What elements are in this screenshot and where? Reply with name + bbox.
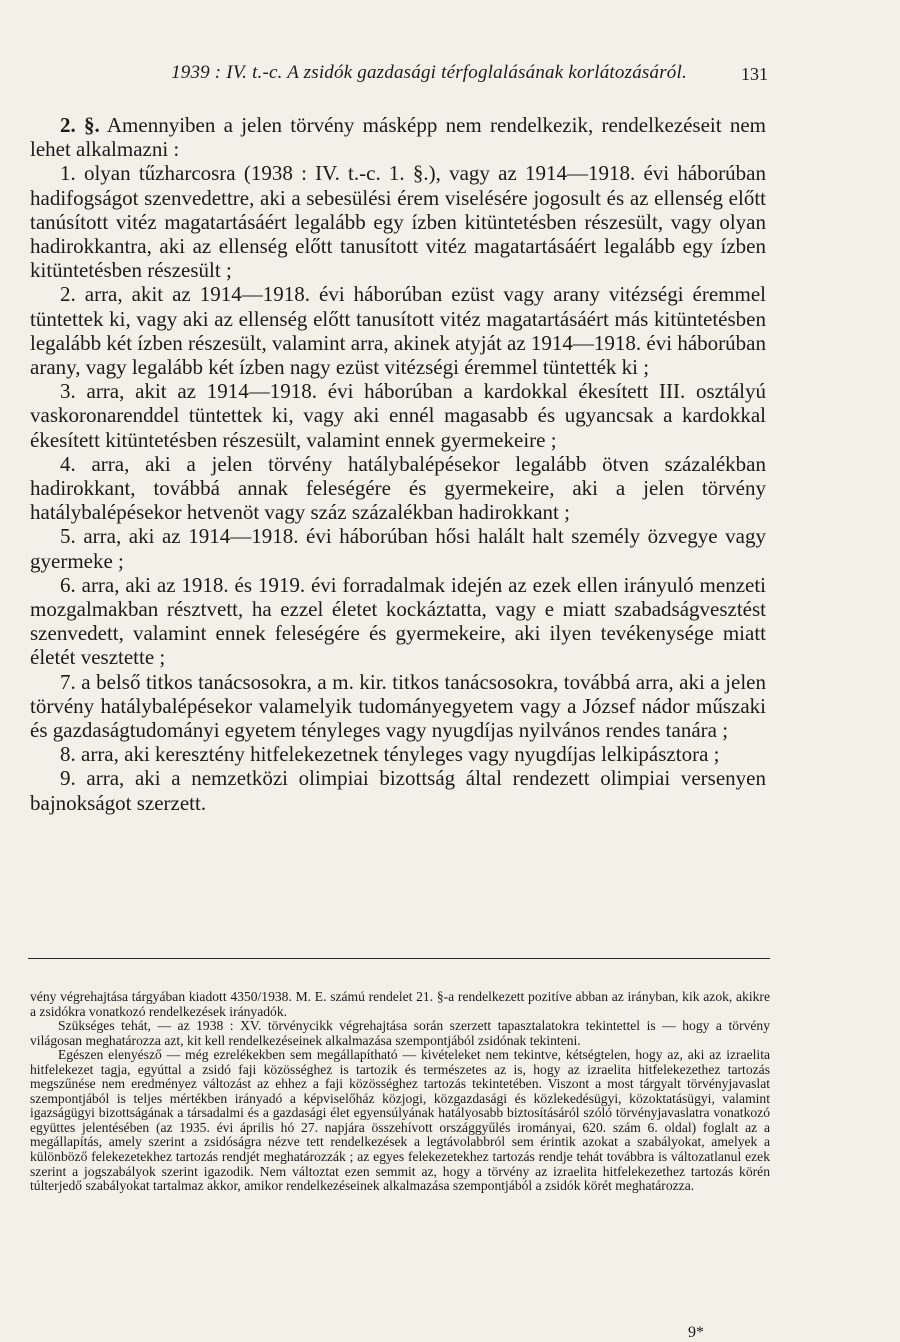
footnote-paragraph: vény végrehajtása tárgyában kiadott 4350/1938. M. E. számú rendelet 21. §-a rendelkezett pozitíve abban az irányban, kik azok, akikre a zsidókra vonatkozó rendelkezések irányadók. (30, 989, 770, 1019)
list-item: 1. olyan tűzharcosra (1938 : IV. t.-c. 1. §.), vagy az 1914—1918. évi háborúban hadifogságot szenvedettre, aki a sebesülési érem viselésére jogosult és az ellenség előtt tanúsított vitéz magatartásáért legalább egy ízben kitüntetésben részesült, vagy olyan hadirokkantra, aki az ellenség előtt tanusított vitéz magatartásáért legalább egy ízben kitüntetésben részesült ; (30, 161, 766, 283)
page-number: 131 (741, 64, 768, 84)
section-number: 2. §. (60, 113, 100, 137)
main-text (30, 113, 766, 815)
footnote-divider (28, 958, 770, 959)
footnotes (30, 990, 770, 1194)
signature-mark: 9* (688, 1324, 704, 1341)
list-item: 7. a belső titkos tanácsosokra, a m. kir. titkos tanácsosokra, továbbá arra, aki a jelen törvény hatálybalépésekor valamelyik tudományegyetem vagy a József nádor műszaki és gazdaságtudományi egyetem tényleges vagy nyugdíjas nyilvános rendes tanára ; (30, 669, 766, 743)
list-item: 4. arra, aki a jelen törvény hatálybalépésekor legalább ötven százalékban hadirokkant, továbbá annak feleségére és gyermekeire, aki a jelen törvény hatálybalépésekor hetvenöt vagy száz százalékban hadirokkant ; (30, 451, 766, 525)
running-title: 1939 : IV. t.-c. A zsidók gazdasági térfoglalásának korlátozásáról. (171, 62, 687, 83)
list-item: 8. arra, aki keresztény hitfelekezetnek tényleges vagy nyugdíjas lelkipásztora ; (60, 742, 720, 767)
footnote-paragraph: Egészen elenyésző — még ezrelékekben sem megállapítható — kivételeket nem tekintve, kétségtelen, hogy az, aki az izraelita hitfelekezet tagja, egyúttal a zsidó faji közösséghez is tartozik és természetes az is, hogy az izraelita hitfelekezethez tartozás megszűnése nem eredményez változást az ehhez a faji közösséghez tartozás tekintetében. Viszont a most tárgyalt törvényjavaslat szempontjából is teljes mértékben irányadó a képviselőház közjogi, közgazdasági és közlekedésügyi, közoktatásügyi, valamint igazságügyi bizottságának a társadalmi és a gazdasági élet egyensúlyának hatályosabb biztosításáról szóló törvényjavaslatra vonatkozó együttes jelentésében (az 1935. évi április hó 27. napjára összehívott országgyűlés irományai, 620. szám 6. oldal) foglalt az a megállapítás, amely szerint a zsidóságra nézve tett rendelkezések a legtávolabbról sem érintik azokat a szabályokat, amelyek a különböző felekezetekhez tartozás rendjét meghatározzák ; az egyes felekezetekhez tartozás rendje tehát továbbra is változatlanul ezek szerint a jogszabályok szerint igazodik. Nem változtat ezen semmit az, hogy a törvény az izraelita hitfelekezethez tartozás körén túlterjedő szabályokat tartalmaz akkor, amikor rendelkezéseinek alkalmazása szempontjából a zsidók körét meghatározza. (30, 1047, 770, 1194)
list-item: 3. arra, akit az 1914—1918. évi háborúban a kardokkal ékesített III. osztályú vaskoronarenddel tüntettek ki, vagy aki ennél magasabb és ugyancsak a kardokkal ékesített kitüntetésben részesült, valamint ennek gyermekeire ; (30, 379, 766, 452)
footnote-paragraph: Szükséges tehát, — az 1938 : XV. törvénycikk végrehajtása során szerzett tapasztalatokra tekintettel is — hogy a törvény világosan meghatározza azt, kit kell rendelkezéseinek alkalmazása szempontjából zsidónak tekinteni. (30, 1018, 770, 1048)
list-item: 6. arra, aki az 1918. és 1919. évi forradalmak idején az ezek ellen irányuló menzeti mozgalmakban résztvett, ha ezzel életet kockáztatta, vagy e miatt szabadságvesztést szenvedett, valamint ennek feleségére és gyermekeire, aki ilyen tevékenysége miatt életét vesztette ; (30, 572, 766, 670)
section-intro-text: Amennyiben a jelen törvény másképp nem rendelkezik, rendelkezéseit nem lehet alkalmazni : (30, 113, 766, 162)
list-item: 5. arra, aki az 1914—1918. évi háborúban hősi halált halt személy özvegye vagy gyermeke ; (30, 524, 766, 573)
section-intro (30, 113, 766, 161)
list-item: 2. arra, akit az 1914—1918. évi háborúban ezüst vagy arany vitézségi éremmel tüntettek ki, vagy aki az ellenség előtt tanusított vitéz magatartásáért más kitüntetésben legalább két ízben részesült, valamint arra, akinek atyját az 1914—1918. évi háborúban arany, vagy legalább két ízben nagy ezüst vitézségi éremmel tüntették ki ; (30, 282, 766, 380)
list-item: 9. arra, aki a nemzetközi olimpiai bizottság által rendezett olimpiai versenyen bajnokságot szerzett. (30, 766, 766, 815)
